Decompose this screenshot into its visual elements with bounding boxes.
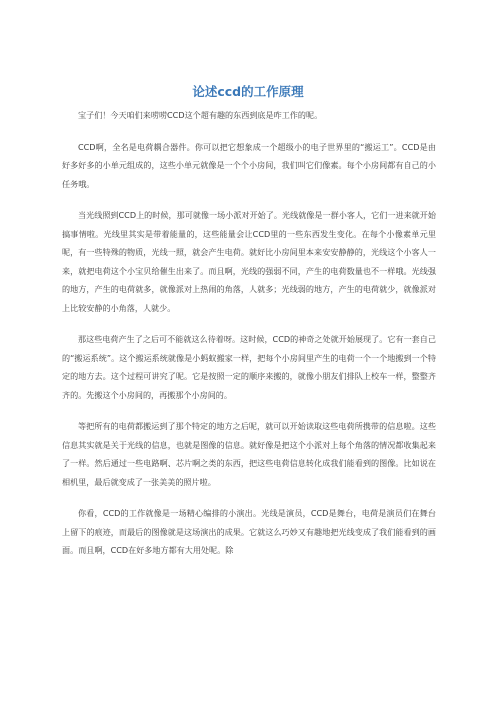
document-body <box>62 106 436 573</box>
document-title: 论述ccd的工作原理 <box>192 84 304 99</box>
paragraph: 宝子们！今天咱们来唠唠CCD这个超有趣的东西到底是咋工作的呢。 <box>78 110 323 120</box>
paragraph: 你看，CCD的工作就像是一场精心编排的小演出。光线是演员，CCD是舞台，电荷是演员们在舞台上留下的痕迹，而最后的图像就是这场演出的成果。它就这么巧妙又有趣地把光线变成了我们能看到的画面。而且啊，CCD在好多地方都有大用处呢。除 <box>62 508 436 555</box>
paragraph: 等把所有的电荷都搬运到了那个特定的地方之后呢，就可以开始读取这些电荷所携带的信息啦。这些信息其实就是关于光线的信息，也就是图像的信息。就好像是把这个小派对上每个角落的情况都收集起来了一样。然后通过一些电路啊、芯片啊之类的东西，把这些电荷信息转化成我们能看到的图像。比如说在相机里，最后就变成了一张美美的照片啦。 <box>62 421 436 487</box>
paragraph: CCD啊，全名是电荷耦合器件。你可以把它想象成一个超级小的电子世界里的“搬运工”。CCD是由好多好多的小单元组成的，这些小单元就像是一个个小房间，我们叫它们像素。每个小房间都有自己的小任务哦。 <box>62 141 436 189</box>
paragraph: 那这些电荷产生了之后可不能就这么待着呀。这时候，CCD的神奇之处就开始展现了。它有一套自己的“搬运系统”。这个搬运系统就像是小蚂蚁搬家一样，把每个小房间里产生的电荷一个一个地搬到一个特定的地方去。这个过程可讲究了呢。它是按照一定的顺序来搬的，就像小朋友们排队上校车一样，整整齐齐的。先搬这个小房间的，再搬那个小房间的。 <box>62 334 436 400</box>
paragraph: 当光线照到CCD上的时候，那可就像一场小派对开始了。光线就像是一群小客人，它们一进来就开始搞事情啦。光线里其实是带着能量的，这些能量会让CCD里的一些东西发生变化。在每个小像素单元里呢，有一些特殊的物质，光线一照，就会产生电荷。就好比小房间里本来安安静静的，光线这个小客人一来，就把电荷这个小宝贝给催生出来了。而且啊，光线的强弱不同，产生的电荷数量也不一样哦。光线强的地方，产生的电荷就多，就像派对上热闹的角落，人就多；光线弱的地方，产生的电荷就少，就像派对上比较安静的小角落，人就少。 <box>62 210 436 313</box>
